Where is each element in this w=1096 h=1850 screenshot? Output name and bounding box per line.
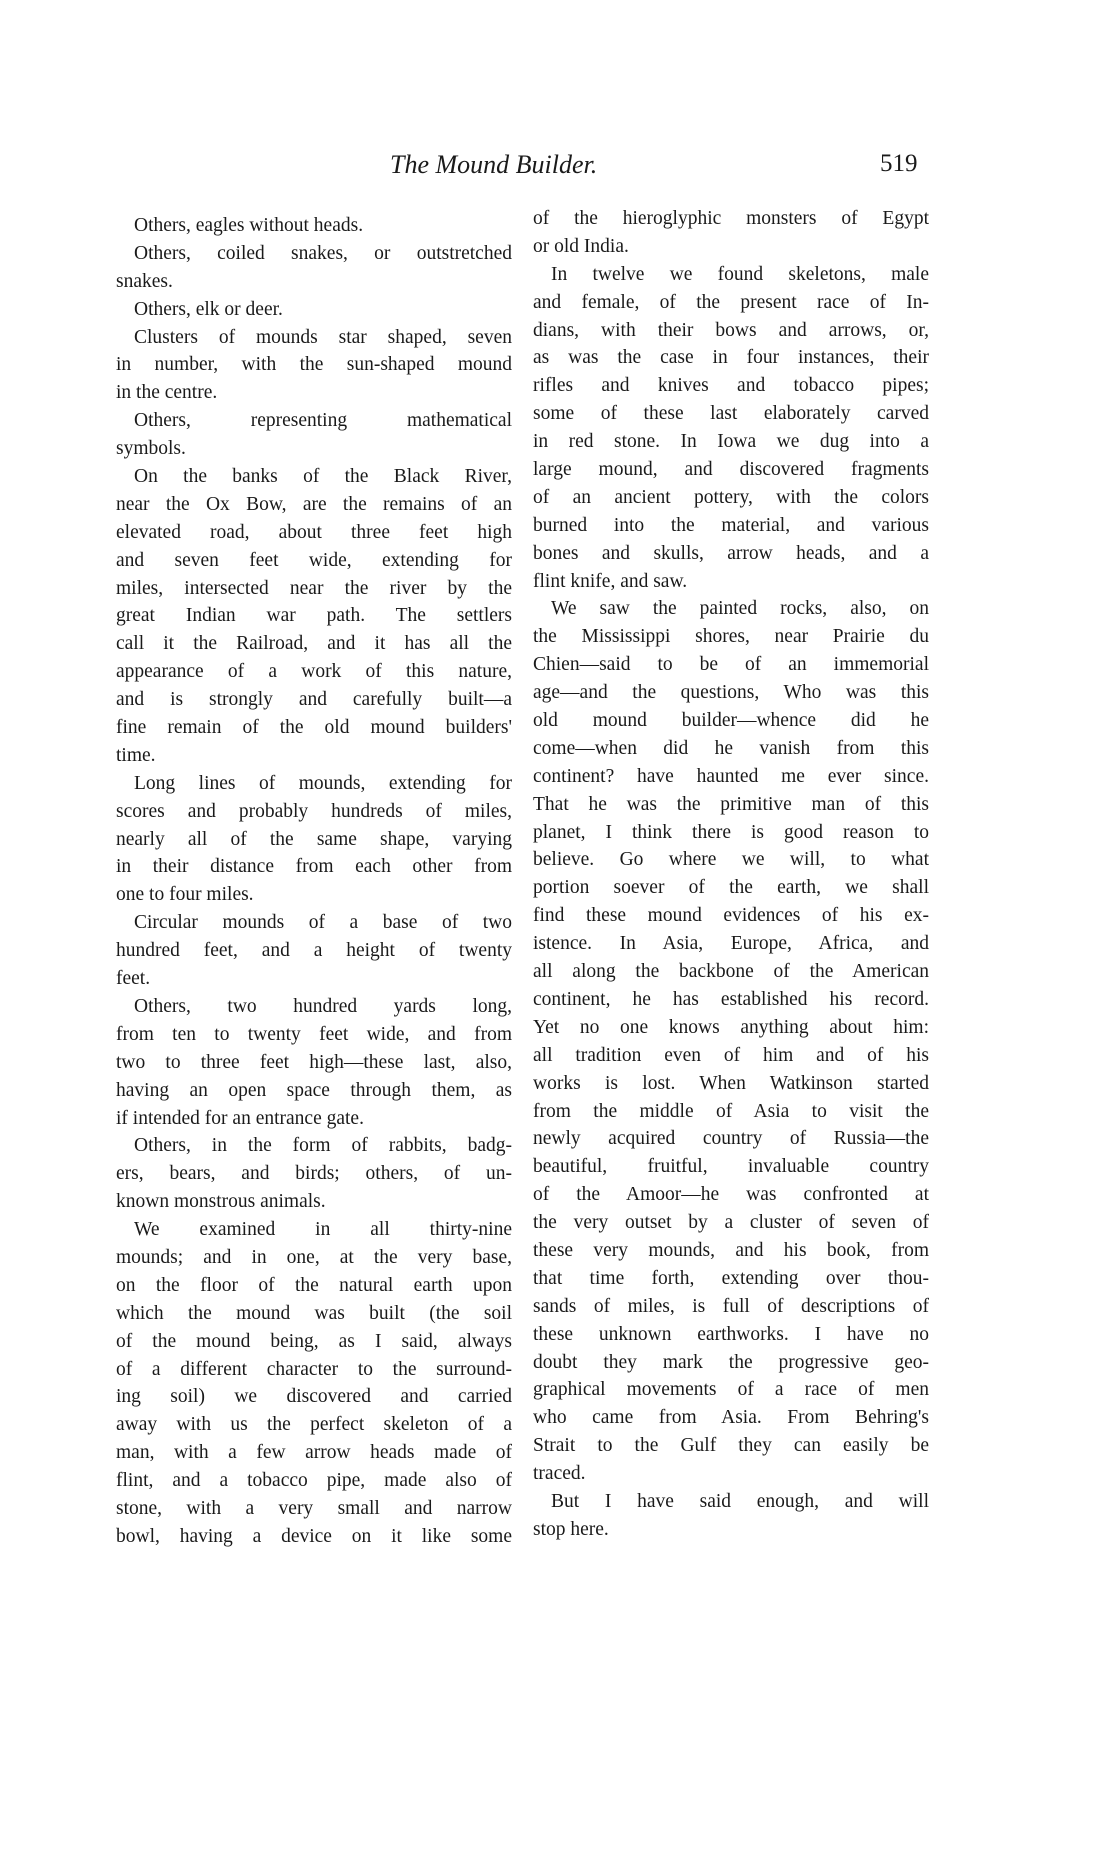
text-line: great Indian war path. The settlers <box>116 605 512 627</box>
paragraph <box>116 1132 512 1216</box>
text-line: and seven feet wide, extending for <box>116 549 512 571</box>
paragraph <box>116 770 512 909</box>
text-line: bowl, having a device on it like some <box>116 1525 512 1547</box>
text-line: miles, intersected near the river by the <box>116 577 512 599</box>
text-line: call it the Railroad, and it has all the <box>116 633 512 655</box>
text-line: istence. In Asia, Europe, Africa, and <box>533 933 929 955</box>
text-line: and is strongly and carefully built—a <box>116 689 512 711</box>
paragraph <box>116 463 512 770</box>
text-line: Chien—said to be of an immemorial <box>533 654 929 676</box>
paragraph <box>533 595 929 1488</box>
paragraph <box>116 324 512 408</box>
text-line: burned into the material, and various <box>533 514 929 536</box>
text-line: Others, in the form of rabbits, badg- <box>134 1135 512 1157</box>
text-line: of the Amoor—he was confronted at <box>533 1184 929 1206</box>
paragraph <box>533 1488 929 1544</box>
text-line: continent, he has established his record. <box>533 988 929 1010</box>
text-line: having an open space through them, as <box>116 1079 512 1101</box>
text-line: doubt they mark the progressive geo- <box>533 1351 929 1373</box>
text-line: snakes. <box>116 270 173 292</box>
text-line: who came from Asia. From Behring's <box>533 1407 929 1429</box>
text-line: In twelve we found skeletons, male <box>551 263 929 285</box>
text-line: We saw the painted rocks, also, on <box>551 598 929 620</box>
text-line: works is lost. When Watkinson started <box>533 1072 929 1094</box>
text-line: beautiful, fruitful, invaluable country <box>533 1156 929 1178</box>
text-line: fine remain of the old mound builders' <box>116 717 512 739</box>
text-line: bones and skulls, arrow heads, and a <box>533 542 929 564</box>
text-line: the very outset by a cluster of seven of <box>533 1212 929 1234</box>
text-line: Others, coiled snakes, or outstretched <box>134 242 512 264</box>
text-line: scores and probably hundreds of miles, <box>116 800 512 822</box>
text-line: Others, two hundred yards long, <box>134 995 512 1017</box>
text-line: feet. <box>116 968 151 990</box>
page-number: 519 <box>880 150 918 177</box>
text-line: of a different character to the surround- <box>116 1358 512 1380</box>
text-line: that time forth, extending over thou- <box>533 1267 929 1289</box>
text-line: one to four miles. <box>116 884 254 906</box>
text-line: and female, of the present race of In- <box>533 291 929 313</box>
text-line: come—when did he vanish from this <box>533 737 929 759</box>
paragraph <box>533 205 929 261</box>
text-line: stop here. <box>533 1518 609 1540</box>
text-line: Clusters of mounds star shaped, seven <box>134 326 512 348</box>
text-line: Yet no one knows anything about him: <box>533 1016 929 1038</box>
text-line: these very mounds, and his book, from <box>533 1239 929 1261</box>
text-line: these unknown earthworks. I have no <box>533 1323 929 1345</box>
text-line: in number, with the sun-shaped mound <box>116 354 512 376</box>
text-line: away with us the perfect skeleton of a <box>116 1414 512 1436</box>
text-line: dians, with their bows and arrows, or, <box>533 319 929 341</box>
text-line: flint knife, and saw. <box>533 570 688 592</box>
text-line: find these mound evidences of his ex- <box>533 905 929 927</box>
text-line: in the centre. <box>116 382 218 404</box>
text-line: from ten to twenty feet wide, and from <box>116 1023 512 1045</box>
text-line: portion soever of the earth, we shall <box>533 877 929 899</box>
text-line: age—and the questions, Who was this <box>533 682 929 704</box>
text-line: as was the case in four instances, their <box>533 347 929 369</box>
text-line: Others, elk or deer. <box>134 298 283 320</box>
text-line: if intended for an entrance gate. <box>116 1107 364 1129</box>
running-title: The Mound Builder. <box>390 150 598 179</box>
right-column <box>533 205 929 1544</box>
text-line: elevated road, about three feet high <box>116 521 512 543</box>
text-line: Long lines of mounds, extending for <box>134 772 512 794</box>
text-line: of the hieroglyphic monsters of Egypt <box>533 208 929 229</box>
text-line: traced. <box>533 1463 586 1485</box>
text-line: of the mound being, as I said, always <box>116 1330 512 1352</box>
text-line: On the banks of the Black River, <box>134 466 512 488</box>
text-line: in their distance from each other from <box>116 856 512 878</box>
text-line: some of these last elaborately carved <box>533 403 929 425</box>
text-line: Others, eagles without heads. <box>134 215 364 236</box>
text-line: all along the backbone of the American <box>533 961 929 983</box>
left-column <box>116 212 512 1551</box>
text-line: in red stone. In Iowa we dug into a <box>533 431 929 453</box>
text-line: or old India. <box>533 235 629 257</box>
paragraph <box>116 993 512 1132</box>
text-line: hundred feet, and a height of twenty <box>116 940 512 962</box>
text-line: ers, bears, and birds; others, of un- <box>116 1163 512 1185</box>
text-line: rifles and knives and tobacco pipes; <box>533 375 929 397</box>
text-line: symbols. <box>116 438 186 460</box>
paragraph <box>116 1216 512 1551</box>
paragraph <box>116 296 512 324</box>
paragraph <box>116 909 512 993</box>
text-line: old mound builder—whence did he <box>533 710 929 732</box>
text-line: known monstrous animals. <box>116 1191 326 1213</box>
text-line: That he was the primitive man of this <box>533 793 929 815</box>
text-line: large mound, and discovered fragments <box>533 459 929 481</box>
text-line: the Mississippi shores, near Prairie du <box>533 626 929 648</box>
text-line: from the middle of Asia to visit the <box>533 1100 929 1122</box>
text-line: mounds; and in one, at the very base, <box>116 1246 512 1268</box>
text-line: appearance of a work of this nature, <box>116 661 512 683</box>
text-line: all tradition even of him and of his <box>533 1044 929 1066</box>
text-line: sands of miles, is full of descriptions of <box>533 1295 929 1317</box>
text-line: We examined in all thirty-nine <box>134 1219 512 1241</box>
text-line: believe. Go where we will, to what <box>533 849 929 871</box>
text-line: continent? have haunted me ever since. <box>533 765 929 787</box>
text-line: near the Ox Bow, are the remains of an <box>116 493 512 515</box>
text-line: planet, I think there is good reason to <box>533 821 929 843</box>
text-line: stone, with a very small and narrow <box>116 1497 512 1519</box>
text-line: time. <box>116 744 156 766</box>
text-line: newly acquired country of Russia—the <box>533 1128 929 1150</box>
text-line: flint, and a tobacco pipe, made also of <box>116 1470 512 1492</box>
text-line: which the mound was built (the soil <box>116 1302 512 1324</box>
text-line: ing soil) we discovered and carried <box>116 1386 512 1408</box>
paragraph <box>116 240 512 296</box>
text-line: Strait to the Gulf they can easily be <box>533 1435 929 1457</box>
text-line: man, with a few arrow heads made of <box>116 1442 512 1464</box>
text-line: nearly all of the same shape, varying <box>116 828 512 850</box>
text-line: two to three feet high—these last, also, <box>116 1051 512 1073</box>
text-line: Circular mounds of a base of two <box>134 912 512 934</box>
text-line: graphical movements of a race of men <box>533 1379 929 1401</box>
text-line: But I have said enough, and will <box>551 1490 929 1512</box>
paragraph <box>116 407 512 463</box>
paragraph <box>533 261 929 596</box>
running-head <box>0 150 1096 186</box>
text-line: Others, representing mathematical <box>134 410 512 432</box>
text-line: on the floor of the natural earth upon <box>116 1274 512 1296</box>
text-line: of an ancient pottery, with the colors <box>533 486 929 508</box>
paragraph <box>116 212 512 240</box>
